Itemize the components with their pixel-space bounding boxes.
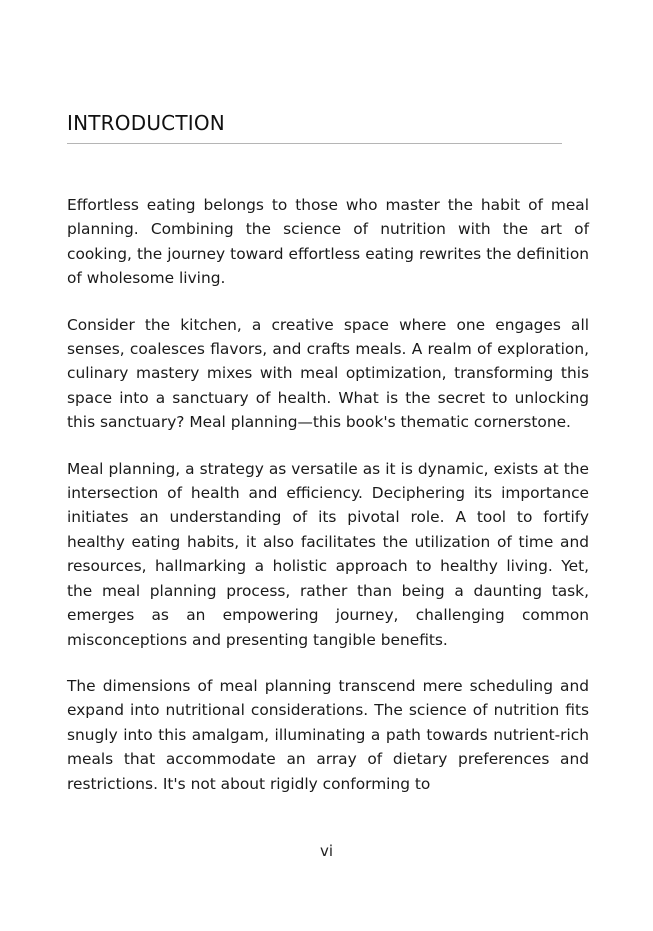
heading-divider <box>67 143 562 144</box>
page-number: vi <box>319 842 334 860</box>
paragraph: Consider the kitchen, a creative space where one engages all senses, coalesces flavors, and crafts meals. A realm of exploration, culinary mastery mixes with meal optimization, transforming this space into a sanctuary of health. What is the secret to unlocking this sanctuary? Meal planning—this book's thematic cornerstone. <box>67 315 589 432</box>
chapter-heading: INTRODUCTION <box>67 111 225 135</box>
body-text <box>67 193 589 818</box>
paragraph: The dimensions of meal planning transcend mere scheduling and expand into nutritional considerations. The science of nutrition fits snugly into this amalgam, illuminating a path towards nutrient-rich meals that accommodate an array of dietary preferences and restrictions. It's not about rigidly conforming to <box>67 676 589 793</box>
paragraph: Effortless eating belongs to those who master the habit of meal planning. Combining the science of nutrition with the art of cooking, the journey toward effortless eating rewrites the definition of wholesome living. <box>67 196 589 288</box>
paragraph: Meal planning, a strategy as versatile as it is dynamic, exists at the intersection of health and efficiency. Deciphering its importance initiates an understanding of its pivotal role. A tool to fortify healthy eating habits, it also facilitates the utilization of time and resources, hallmarking a holistic approach to healthy living. Yet, the meal planning process, rather than being a daunting task, emerges as an empowering journey, challenging common misconceptions and presenting tangible benefits. <box>67 459 589 649</box>
